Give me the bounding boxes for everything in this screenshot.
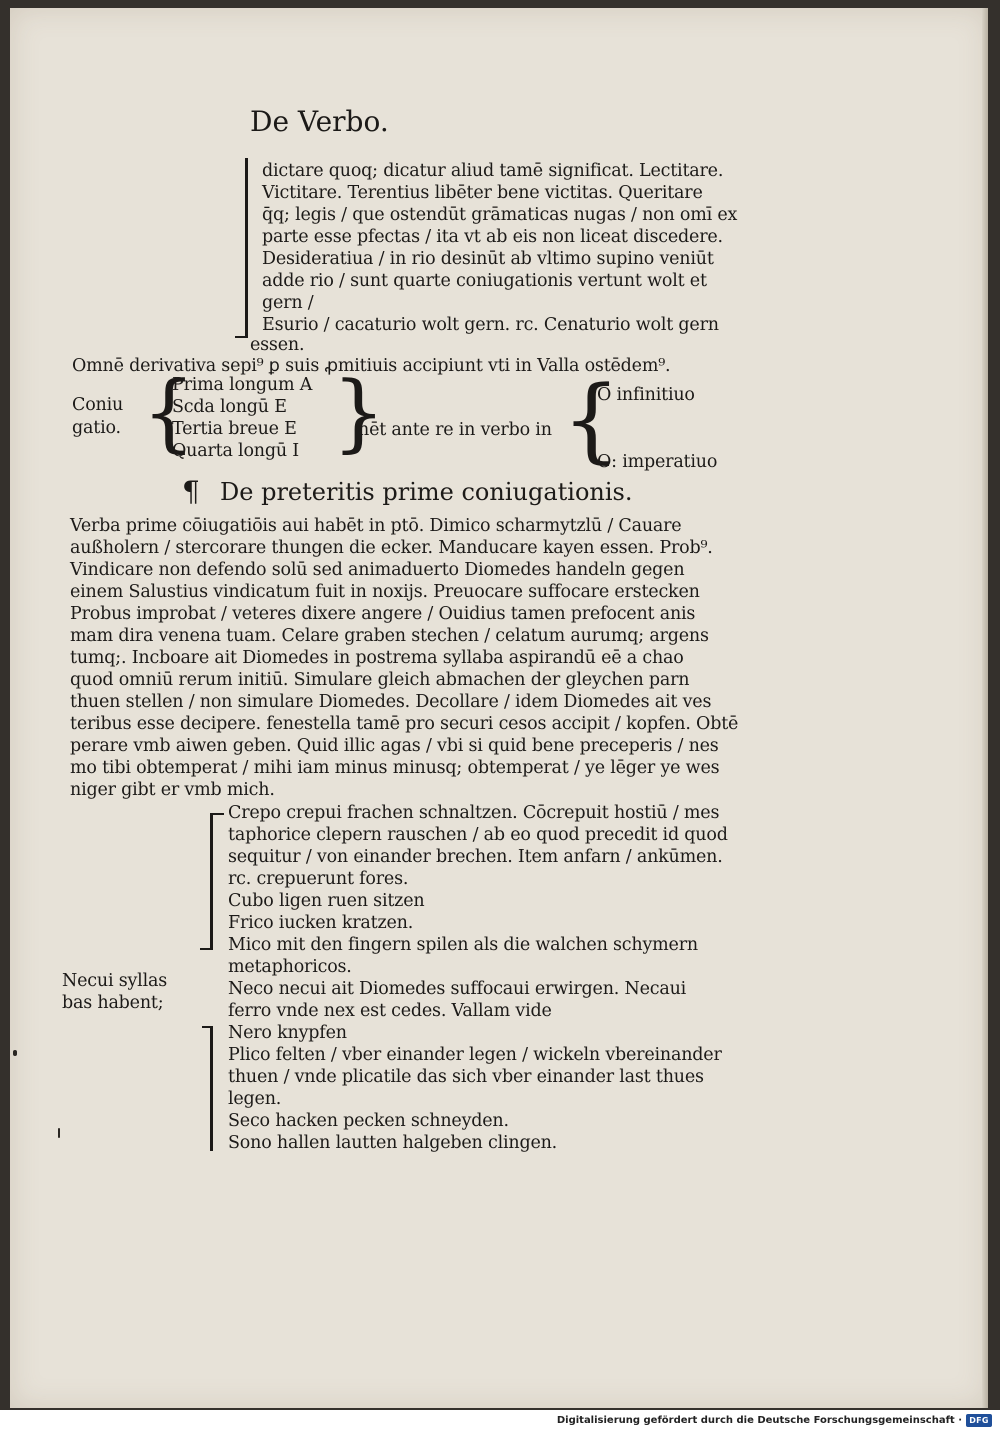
bracket-line	[210, 813, 213, 948]
text-line: Vindicare non defendo solū sed animaduerto Diomedes handeln gegen	[70, 560, 685, 580]
section-title: De preteritis prime coniugationis.	[220, 478, 633, 506]
text-line: essen.	[250, 335, 305, 355]
left-brace-icon: {	[142, 363, 196, 461]
text-line: q̄q; legis / que ostendūt grāmaticas nugas / non omī ex	[262, 205, 738, 225]
text-line: sequitur / von einander brechen. Item anfarn / ankūmen.	[228, 847, 723, 867]
dfg-logo: DFG	[966, 1414, 992, 1427]
left-brace-icon: {	[562, 366, 621, 473]
text-line: mam dira venena tuam. Celare graben stechen / celatum aurumq; argens	[70, 626, 709, 646]
conjugation-middle: hēt ante re in verbo in	[358, 420, 552, 440]
text-line: Frico iucken kratzen.	[228, 913, 414, 933]
text-line: tumq;. Incboare ait Diomedes in postrema syllaba aspirandū eē a chao	[70, 648, 684, 668]
text-line: metaphoricos.	[228, 957, 352, 977]
conjugation-item: Prima longum A	[172, 375, 313, 395]
text-line: Omnē derivativa sepi⁹ ꝑ suis ꝓmitiuis accipiunt vti in Valla ostēdem⁹.	[72, 356, 671, 376]
bracket-top	[202, 1026, 213, 1028]
text-line: Mico mit den fingern spilen als die walchen schymern	[228, 935, 698, 955]
footer-bar	[0, 1412, 1000, 1431]
text-line: mo tibi obtemperat / mihi iam minus minusq; obtemperat / ye lēger ye wes	[70, 758, 720, 778]
conjugation-right: O infinitiuo	[597, 385, 695, 405]
margin-note: Necui syllas	[62, 971, 167, 991]
text-line: ferro vnde nex est cedes. Vallam vide	[228, 1001, 552, 1021]
conjugation-label: gatio.	[72, 418, 121, 438]
text-line: teribus esse decipere. fenestella tamē pro securi cesos accipit / kopfen. Obtē	[70, 714, 739, 734]
text-line: Seco hacken pecken schneyden.	[228, 1111, 509, 1131]
conjugation-item: Scda longū E	[172, 397, 287, 417]
ink-speck	[58, 1128, 60, 1138]
text-line: Sono hallen lautten halgeben clingen.	[228, 1133, 558, 1153]
bracket-foot	[200, 948, 213, 950]
text-line: quod omniū rerum initiū. Simulare gleich abmachen der gleychen parn	[70, 670, 690, 690]
funding-credit: Digitalisierung gefördert durch die Deutsche Forschungsgemeinschaft ·	[556, 1415, 962, 1426]
text-line: gern /	[262, 293, 314, 313]
text-line: Neco necui ait Diomedes suffocaui erwirgen. Necaui	[228, 979, 687, 999]
margin-note: bas habent;	[62, 993, 164, 1013]
text-line: adde rio / sunt quarte coniugationis vertunt wolt et	[262, 271, 707, 291]
text-line: thuen stellen / non simulare Diomedes. Decollare / idem Diomedes ait ves	[70, 692, 712, 712]
bracket-line	[245, 158, 248, 338]
text-line: Plico felten / vber einander legen / wickeln vbereinander	[228, 1045, 722, 1065]
conjugation-right: O: imperatiuo	[597, 452, 718, 472]
text-line: thuen / vnde plicatile das sich vber einander last thues	[228, 1067, 704, 1087]
text-line: Crepo crepui frachen schnaltzen. Cōcrepuit hostiū / mes	[228, 803, 720, 823]
conjugation-item: Quarta longū I	[172, 441, 299, 461]
text-line: Nero knypfen	[228, 1023, 347, 1043]
text-line: Probus improbat / veteres dixere angere / Ouidius tamen prefocent anis	[70, 604, 696, 624]
book-page	[10, 8, 988, 1408]
text-line: legen.	[228, 1089, 282, 1109]
text-line: dictare quoq; dicatur aliud tamē significat. Lectitare.	[262, 161, 724, 181]
text-line: taphorice clepern rauschen / ab eo quod precedit id quod	[228, 825, 728, 845]
text-line: rc. crepuerunt fores.	[228, 869, 409, 889]
bracket-top	[210, 813, 224, 815]
bracket-line	[210, 1026, 213, 1151]
bracket-foot	[235, 336, 247, 338]
page-edge	[982, 8, 988, 1408]
text-line: perare vmb aiwen geben. Quid illic agas / vbi si quid bene preceperis / nes	[70, 736, 719, 756]
text-line: Esurio / cacaturio wolt gern. rc. Cenaturio wolt gern	[262, 315, 719, 335]
text-line: niger gibt er vmb mich.	[70, 780, 275, 800]
text-line: Desideratiua / in rio desinūt ab vltimo supino veniūt	[262, 249, 714, 269]
conjugation-item: Tertia breue E	[172, 419, 297, 439]
text-line: außholern / stercorare thungen die ecker. Manducare kayen essen. Prob⁹.	[70, 538, 713, 558]
page-heading: De Verbo.	[250, 105, 389, 138]
conjugation-label: Coniu	[72, 395, 124, 415]
pilcrow-icon: ¶	[182, 475, 200, 508]
text-line: parte esse pfectas / ita vt ab eis non liceat discedere.	[262, 227, 723, 247]
right-brace-icon: }	[332, 363, 386, 461]
text-line: Victitare. Terentius libēter bene victitas. Queritare	[262, 183, 703, 203]
text-line: Cubo ligen ruen sitzen	[228, 891, 425, 911]
text-line: einem Salustius vindicatum fuit in noxijs. Preuocare suffocare erstecken	[70, 582, 700, 602]
ink-speck	[13, 1050, 17, 1056]
text-line: Verba prime cōiugatiōis aui habēt in ptō. Dimico scharmytzlū / Cauare	[70, 516, 682, 536]
